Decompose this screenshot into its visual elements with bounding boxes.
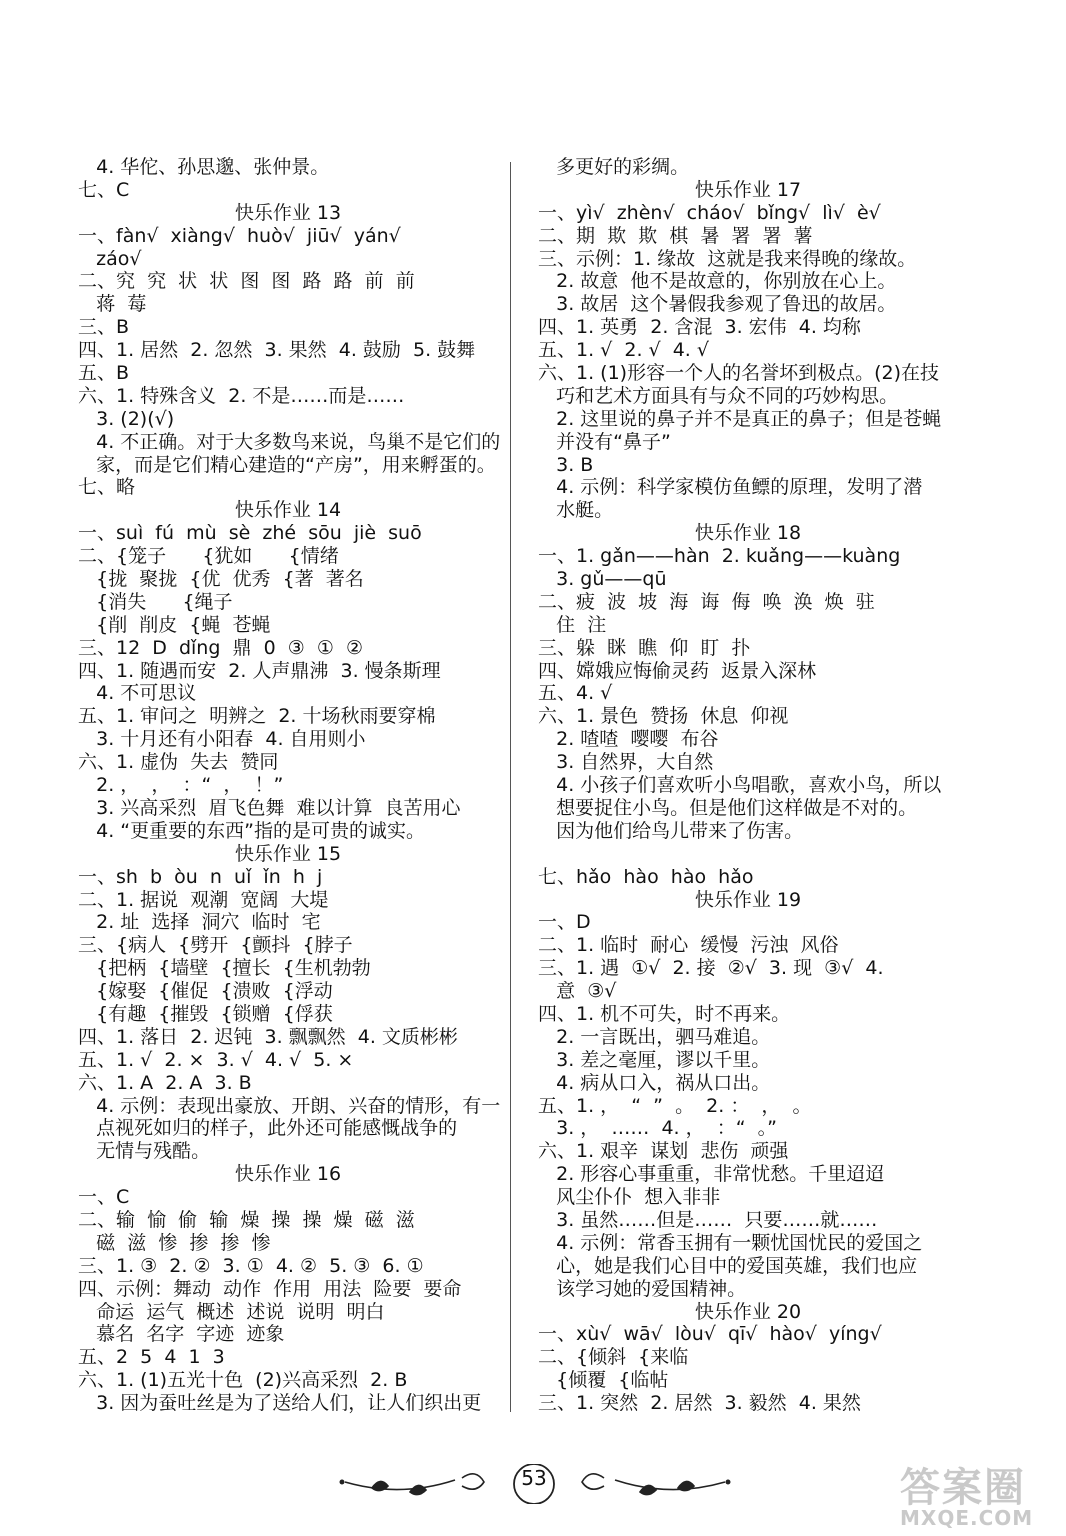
page-number: 53 bbox=[521, 1466, 547, 1490]
answer-line: 该学习她的爱国精神。 bbox=[538, 1277, 747, 1300]
answer-line: 四、1. 随遇而安 2. 人声鼎沸 3. 慢条斯理 bbox=[78, 659, 441, 682]
answer-line: 二、{笼子 {犹如 {情绪 bbox=[78, 545, 339, 568]
answer-line: {倾覆 {临帖 bbox=[538, 1369, 669, 1392]
answer-line: 六、1. 虚伪 失去 赞同 bbox=[78, 751, 279, 774]
section-heading: 快乐作业 20 bbox=[694, 1300, 802, 1323]
right-column bbox=[538, 156, 958, 1415]
answer-line: 2. 喳喳 嘤嘤 布谷 bbox=[538, 728, 719, 751]
answer-line: 住 注 bbox=[538, 613, 607, 636]
answer-line: 4. 示例：常香玉拥有一颗忧国忧民的爱国之 bbox=[538, 1231, 923, 1254]
watermark-sub: MXQE.COM bbox=[900, 1506, 1034, 1530]
watermark-logo bbox=[900, 1465, 1040, 1530]
answer-line: 2. 这里说的鼻子并不是真正的鼻子；但是苍蝇 bbox=[538, 407, 942, 430]
answer-line: 3. 因为蚕吐丝是为了送给人们，让人们织出更 bbox=[78, 1392, 482, 1415]
answer-line: {削 削皮 {蝇 苍蝇 bbox=[78, 613, 271, 636]
answer-line: 五、2 5 4 1 3 bbox=[78, 1346, 225, 1369]
answer-line: 五、4. √ bbox=[538, 682, 613, 705]
answer-line: 五、1. ， “ ” 。 2. ： ， 。 bbox=[538, 1094, 812, 1117]
answer-line: {拢 聚拢 {优 优秀 {著 著名 bbox=[78, 568, 364, 591]
answer-line: 六、1. 特殊含义 2. 不是……而是…… bbox=[78, 384, 405, 407]
section-heading: 快乐作业 14 bbox=[234, 499, 342, 522]
answer-line: 三、示例：1. 缘故 这就是我来得晚的缘故。 bbox=[538, 247, 917, 270]
answer-line: 命运 运气 概述 述说 说明 明白 bbox=[78, 1300, 385, 1323]
section-heading: 快乐作业 18 bbox=[694, 522, 802, 545]
answer-line: 三、B bbox=[78, 316, 130, 339]
answer-line: 二、期 欺 欺 棋 暑 署 署 薯 bbox=[538, 224, 813, 247]
answer-line: 3. (2)(√) bbox=[78, 407, 175, 430]
answer-line: 家，而是它们精心建造的“产房”，用来孵蛋的。 bbox=[78, 453, 496, 476]
answer-line: 4. 华佗、孙思邈、张仲景。 bbox=[78, 156, 330, 178]
answer-line: 二、1. 据说 观潮 宽阔 大堤 bbox=[78, 888, 329, 911]
answer-line: 一、1. gǎn——hàn 2. kuǎng——kuàng bbox=[538, 545, 901, 568]
answer-line: záo√ bbox=[78, 247, 142, 270]
section-heading: 快乐作业 15 bbox=[234, 842, 342, 865]
answer-line: 4. 不正确。对于大多数鸟来说，鸟巢不是它们的 bbox=[78, 430, 501, 453]
answer-line: 3. 兴高采烈 眉飞色舞 难以计算 良苦用心 bbox=[78, 796, 461, 819]
answer-line: 三、1. ③ 2. ② 3. ① 4. ② 5. ③ 6. ① bbox=[78, 1254, 424, 1277]
section-heading: 快乐作业 16 bbox=[234, 1163, 342, 1186]
answer-line: 2. ， ， ：“ ， ！” bbox=[78, 774, 284, 797]
answer-line: 四、1. 落日 2. 迟钝 3. 飘飘然 4. 文质彬彬 bbox=[78, 1025, 458, 1048]
column-divider bbox=[510, 162, 511, 1412]
answer-line: {把柄 {墙壁 {擅长 {生机勃勃 bbox=[78, 957, 371, 980]
answer-line: 并没有“鼻子” bbox=[538, 430, 671, 453]
answer-line: 磁 滋 惨 掺 掺 惨 bbox=[78, 1231, 271, 1254]
answer-line: 三、{病人 {劈开 {颤抖 {脖子 bbox=[78, 934, 353, 957]
answer-line: 一、fàn√ xiàng√ huò√ jiū√ yán√ bbox=[78, 224, 401, 247]
answer-line: 巧和艺术方面具有与众不同的巧妙构思。 bbox=[538, 384, 899, 407]
answer-line: 一、xù√ wā√ lòu√ qī√ hào√ yíng√ bbox=[538, 1323, 882, 1346]
answer-line: 二、输 愉 偷 输 燥 操 操 燥 磁 滋 bbox=[78, 1208, 415, 1231]
answer-line: 四、嫦娥应悔偷灵药 返景入深林 bbox=[538, 659, 817, 682]
answer-line: 4. 示例：科学家模仿鱼鳔的原理，发明了潜 bbox=[538, 476, 923, 499]
answer-line: 一、C bbox=[78, 1186, 130, 1209]
answer-line: 一、sh b òu n uǐ ǐn h j bbox=[78, 865, 323, 888]
answer-line: 风尘仆仆 想入非非 bbox=[538, 1186, 721, 1209]
answer-line: 4. “更重要的东西”指的是可贵的诚实。 bbox=[78, 819, 425, 842]
section-heading: 快乐作业 19 bbox=[694, 888, 802, 911]
answer-line: 意 ③√ bbox=[538, 980, 617, 1003]
answer-line: 五、1. 审问之 明辨之 2. 十场秋雨要穿棉 bbox=[78, 705, 436, 728]
section-heading: 快乐作业 13 bbox=[234, 201, 342, 224]
answer-line: 五、1. √ 2. √ 4. √ bbox=[538, 339, 709, 362]
answer-line: 四、1. 英勇 2. 含混 3. 宏伟 4. 均称 bbox=[538, 316, 861, 339]
answer-line bbox=[538, 843, 958, 866]
answer-line: 六、1. 艰辛 谋划 悲伤 顽强 bbox=[538, 1140, 789, 1163]
answer-line: 三、12 D dǐng 鼎 0 ③ ① ② bbox=[78, 636, 363, 659]
answer-line: 二、究 究 状 状 图 图 路 路 前 前 bbox=[78, 270, 415, 293]
answer-line: 无情与残酷。 bbox=[78, 1140, 211, 1163]
answer-line: 2. 址 选择 洞穴 临时 宅 bbox=[78, 911, 321, 934]
answer-line: 一、suì fú mù sè zhé sōu jiè suō bbox=[78, 522, 422, 545]
answer-line: 多更好的彩绸。 bbox=[538, 156, 690, 178]
answer-line: 五、1. √ 2. × 3. √ 4. √ 5. × bbox=[78, 1048, 354, 1071]
answer-line: 水艇。 bbox=[538, 499, 614, 522]
watermark-main: 答案圈 bbox=[900, 1465, 1026, 1511]
answer-line: 3. B bbox=[538, 453, 594, 476]
answer-line: 4. 小孩子们喜欢听小鸟唱歌，喜欢小鸟，所以 bbox=[538, 774, 942, 797]
answer-line: 3. 虽然……但是…… 只要……就…… bbox=[538, 1208, 878, 1231]
section-heading: 快乐作业 17 bbox=[694, 178, 802, 201]
answer-line: {消失 {绳子 bbox=[78, 590, 233, 613]
answer-line: 3. 差之毫厘，谬以千里。 bbox=[538, 1048, 771, 1071]
answer-line: 3. 自然界，大自然 bbox=[538, 751, 714, 774]
answer-line: 心，她是我们心目中的爱国英雄，我们也应 bbox=[538, 1254, 918, 1277]
answer-line: 三、1. 遇 ①√ 2. 接 ②√ 3. 现 ③√ 4. bbox=[538, 957, 884, 980]
answer-line: 因为他们给鸟儿带来了伤害。 bbox=[538, 819, 804, 842]
answer-line: 一、D bbox=[538, 911, 591, 934]
answer-line: 4. 病从口入，祸从口出。 bbox=[538, 1071, 771, 1094]
answer-line: 四、1. 机不可失，时不再来。 bbox=[538, 1002, 791, 1025]
answer-line: 六、1. 景色 赞扬 休息 仰视 bbox=[538, 705, 789, 728]
answer-line: 2. 形容心事重重，非常忧愁。千里迢迢 bbox=[538, 1163, 885, 1186]
answer-line: 3. 十月还有小阳春 4. 自用则小 bbox=[78, 728, 366, 751]
answer-line: 六、1. A 2. A 3. B bbox=[78, 1071, 252, 1094]
answer-line: {有趣 {摧毁 {锁赠 {俘获 bbox=[78, 1002, 333, 1025]
answer-line: 一、yì√ zhèn√ cháo√ bǐng√ lì√ è√ bbox=[538, 201, 881, 224]
answer-line: 二、疲 波 坡 海 诲 侮 唤 涣 焕 驻 bbox=[538, 590, 875, 613]
answer-line: 二、1. 临时 耐心 缓慢 污浊 风俗 bbox=[538, 934, 839, 957]
answer-line: 3. gǔ——qū bbox=[538, 568, 667, 591]
answer-line: 五、B bbox=[78, 362, 130, 385]
left-column bbox=[78, 156, 501, 1415]
answer-line: 想要捉住小鸟。但是他们这样做是不对的。 bbox=[538, 796, 918, 819]
answer-line: 蒋 莓 bbox=[78, 293, 147, 316]
answer-line: 三、1. 突然 2. 居然 3. 毅然 4. 果然 bbox=[538, 1392, 861, 1415]
answer-line: 七、hǎo hào hào hǎo bbox=[538, 865, 754, 888]
answer-line: 4. 不可思议 bbox=[78, 682, 197, 705]
answer-line: 三、躲 眯 瞧 仰 盯 扑 bbox=[538, 636, 751, 659]
answer-line: 3. 故居 这个暑假我参观了鲁迅的故居。 bbox=[538, 293, 897, 316]
answer-line: 4. 示例：表现出豪放、开朗、兴奋的情形，有一 bbox=[78, 1094, 501, 1117]
answer-line: 七、略 bbox=[78, 476, 136, 499]
answer-line: 2. 一言既出，驷马难追。 bbox=[538, 1025, 771, 1048]
answer-line: 七、C bbox=[78, 178, 130, 201]
answer-line: 3. ， …… 4. ， ：“ 。” bbox=[538, 1117, 777, 1140]
answer-line: 慕名 名字 字迹 迹象 bbox=[78, 1323, 285, 1346]
answer-line: 四、示例：舞动 动作 作用 用法 险要 要命 bbox=[78, 1277, 462, 1300]
answer-line: 六、1. (1)形容一个人的名誉坏到极点。(2)在技 bbox=[538, 362, 939, 385]
answer-line: 点视死如归的样子，此外还可能感慨战争的 bbox=[78, 1117, 458, 1140]
answer-line: 2. 故意 他不是故意的，你别放在心上。 bbox=[538, 270, 897, 293]
answer-line: 二、{倾斜 {来临 bbox=[538, 1346, 689, 1369]
answer-line: {嫁娶 {催促 {溃败 {浮动 bbox=[78, 980, 333, 1003]
answer-line: 六、1. (1)五光十色 (2)兴高采烈 2. B bbox=[78, 1369, 408, 1392]
answer-line: 四、1. 居然 2. 忽然 3. 果然 4. 鼓励 5. 鼓舞 bbox=[78, 339, 476, 362]
